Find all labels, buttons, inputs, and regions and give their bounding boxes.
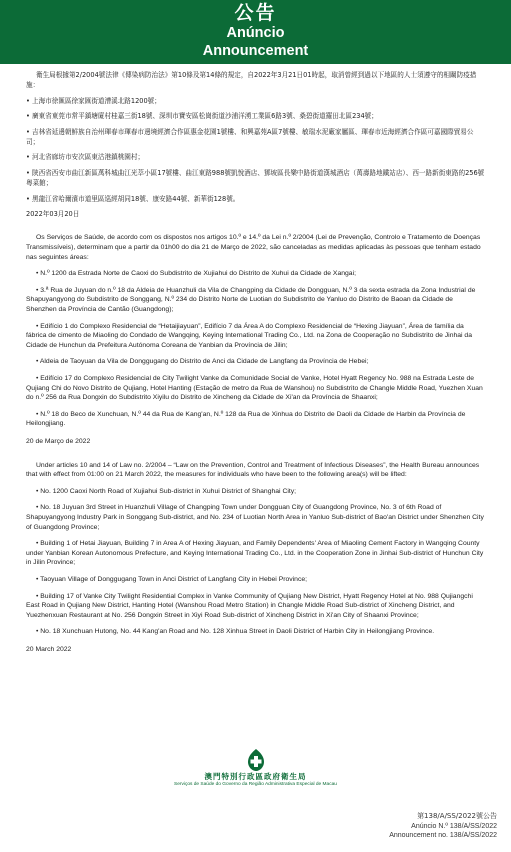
ref-pt: Anúncio N.º 138/A/SS/2022 (411, 822, 497, 830)
pt-item-4: • Aldeia de Taoyuan da Vila de Donggugang do Distrito de Anci da Cidade de Langfang da Província de Hebei; (36, 358, 369, 366)
title-pt: Anúncio (226, 25, 285, 41)
zh-date: 2022年03月20日 (26, 210, 80, 219)
org-name-zh: 澳門特別行政區政府衛生局 (204, 772, 307, 781)
ref-en: Announcement no. 138/A/SS/2022 (389, 832, 497, 839)
pt-item-1: • N.º 1200 da Estrada Norte de Caoxi do Subdistrito de Xujiahui do Distrito de Xuhui da Cidade de Xangai; (36, 270, 356, 278)
pt-item-2: • 3.ª Rua de Juyuan do n.º 18 da Aldeia de Huanzhuli da Vila de Changping da Cidade de Dongguan, N.º 3 da sexta estrada da Zona Industrial de Shapuyangyong do Subdistrito de Songgang, N.º 234 do Distrito Norte de Luotian do Subdistrito de Yanluo do Distrito de Baoan da Cidade de Shenzhen da Província de Cantão (Guangdong); (26, 286, 476, 314)
pt-item-3: • Edifício 1 do Complexo Residencial de “Hetaijiayuan”, Edifício 7 da Área A do Complexo Residencial de “Hexing Jiayuan”, Área de família da fábrica de cimento de Miaoling do Condado de Wangqing, Keying International Trading Co., Ltd. na Zona de Cooperação no Subdistrito de Jinhai da Cidade de Hunchun da Prefeitura Autónoma Coreana de Yanbian da Província de Jilin; (26, 322, 472, 349)
en-date: 20 March 2022 (26, 645, 72, 653)
zh-item-6: • 黑龍江省哈爾濱市道里區巡經胡同18號、康安路44號、新華街128號。 (26, 194, 240, 203)
zh-intro: 衛生局根據第2/2004號法律《傳染病防治法》第10條及第14條的規定，自2022年3月21日01時起，取消曾經到過以下地區的人士須遵守的相關防疫措施： (26, 71, 477, 90)
announcement-body (0, 70, 511, 654)
zh-item-4: • 河北省廊坊市安次區東沽港鎮桃園村； (26, 153, 145, 162)
health-bureau-logo-block (0, 748, 511, 788)
zh-item-5: • 陝西省西安市曲江新區萬科城曲江光萃小區17號樓、曲江東路988號凱悅酒店、鄧坡區長樂中路街道漢城酒店（萬壽路地鐵站店）、西一路新街東路的256號粵菜館； (26, 168, 485, 188)
section-pt (26, 233, 485, 446)
zh-item-2: • 廣東省東莞市常平鎮塘廈村桂嘉三街18號、深圳市寶安區松崗街道沙浦洋湧工業區6路3號、桑碧街道羅田北區234號； (26, 112, 378, 121)
title-zh: 公告 (234, 2, 277, 24)
en-item-1: • No. 1200 Caoxi North Road of Xujiahui Sub-district in Xuhui District of Shanghai City; (36, 487, 297, 495)
pt-item-6: • N.º 18 do Beco de Xunchuan, N.º 44 da Rua de Kang'an, N.º 128 da Rua de Xinhua do Distrito de Daoli da Cidade de Harbin da Província de Heilongjiang. (26, 410, 466, 428)
pt-intro: Os Serviços de Saúde, de acordo com os dispostos nos artigos 10.º e 14.º da Lei n.º 2/2004 (Lei de Prevenção, Controlo e Tratamento de Doenças Transmissíveis), determinam que a partir da 01h00 do dia 21 de Março de 2022, são canceladas as medidas aplicadas às pessoas que tenham estado nas seguintes áreas: (26, 234, 481, 261)
announcement-header (0, 0, 511, 64)
en-item-3: • Building 1 of Hetai Jiayuan, Building 7 in Area A of Hexing Jiayuan, and Family Dependents' Area of Miaoling Cement Factory in Wangqing County under Yanbian Korean Autonomous Prefecture, and Keying International Trading Co., Ltd. in the Cooperation Zone in Jinhai Sub-district of Hunchun City in Jilin Province; (26, 540, 484, 567)
pt-item-5: • Edifício 17 do Complexo Residencial de City Twilight Vanke da Comunidade Social de Vanke, Hotel Hyatt Regency No. 988 na Estrada Leste de Qujiang Chi do Novo Distrito de Qujiang, Hotel Hanting (Estação de metro da Rua de Wanshou) no Subdistrito de Changle Middle Road, Yuezhen Xuan do n.º 256 da Rua Dongxin do Subdistrito Xiyilu do Distrito de Xincheng da Cidade de Xi'an da Província de Shaanxi; (26, 375, 483, 402)
pt-date: 20 de Março de 2022 (26, 437, 91, 445)
title-en: Announcement (202, 43, 309, 59)
ref-zh: 第138/A/SS/2022號公告 (417, 812, 497, 820)
en-item-4: • Taoyuan Village of Donggugang Town in Anci District of Langfang City in Hebei Province; (36, 575, 308, 583)
en-item-6: • No. 18 Xunchuan Hutong, No. 44 Kang'an Road and No. 128 Xinhua Street in Daoli District of Harbin City in Heilongjiang Province. (36, 628, 435, 636)
en-item-2: • No. 18 Juyuan 3rd Street in Huanzhuli Village of Changping Town under Dongguan City of Guangdong Province, No. 3 of 6th Road of Shapuyangyong Industry Park in Songgang Sub-district, and No. 234 of Luotian North Area in Yanluo Sub-district of Bao'an District under Shenzhen City of Guangdong Province; (26, 504, 484, 531)
zh-item-1: • 上海市徐匯區徐家匯街道漕溪北路1200號； (26, 96, 161, 105)
en-item-5: • Building 17 of Vanke City Twilight Residential Complex in Vanke Community of Qujiang New District, Hyatt Regency Hotel at No. 988 Qujiangchi East Road in Qujiang New District, Hanting Hotel (Wanshou Road Metro Station) in Changle Middle Road Sub-district of Xincheng District, and Yuezhenxuan Restaurant at No. 256 Dongxin Street in Xiyi Road Sub-district of Xincheng District in Xi'an City of Shaanxi Province; (26, 592, 473, 619)
en-intro: Under articles 10 and 14 of Law no. 2/2004 – “Law on the Prevention, Control and Treatment of Infectious Diseases”, the Health Bureau announces that with effect from 01:00 on 21 March 2022, the measures for individuals who have been to the following area(s) will be lifted: (26, 461, 480, 479)
zh-item-3: • 吉林省延邊朝鮮族自治州琿春市琿春市邊境經濟合作區惠金花園1號樓、和興嘉苑A區7號樓、敏瑞水泥廠家屬區、琿春市近海經濟合作區可嘉國際貿易公司； (26, 127, 474, 147)
announcement-reference (389, 812, 497, 841)
section-zh (26, 70, 485, 219)
org-name-pt: Serviços de Saúde do Governo da Região Administrativa Especial de Macau (174, 782, 337, 787)
health-bureau-logo-icon (245, 748, 267, 772)
section-en (26, 461, 485, 655)
